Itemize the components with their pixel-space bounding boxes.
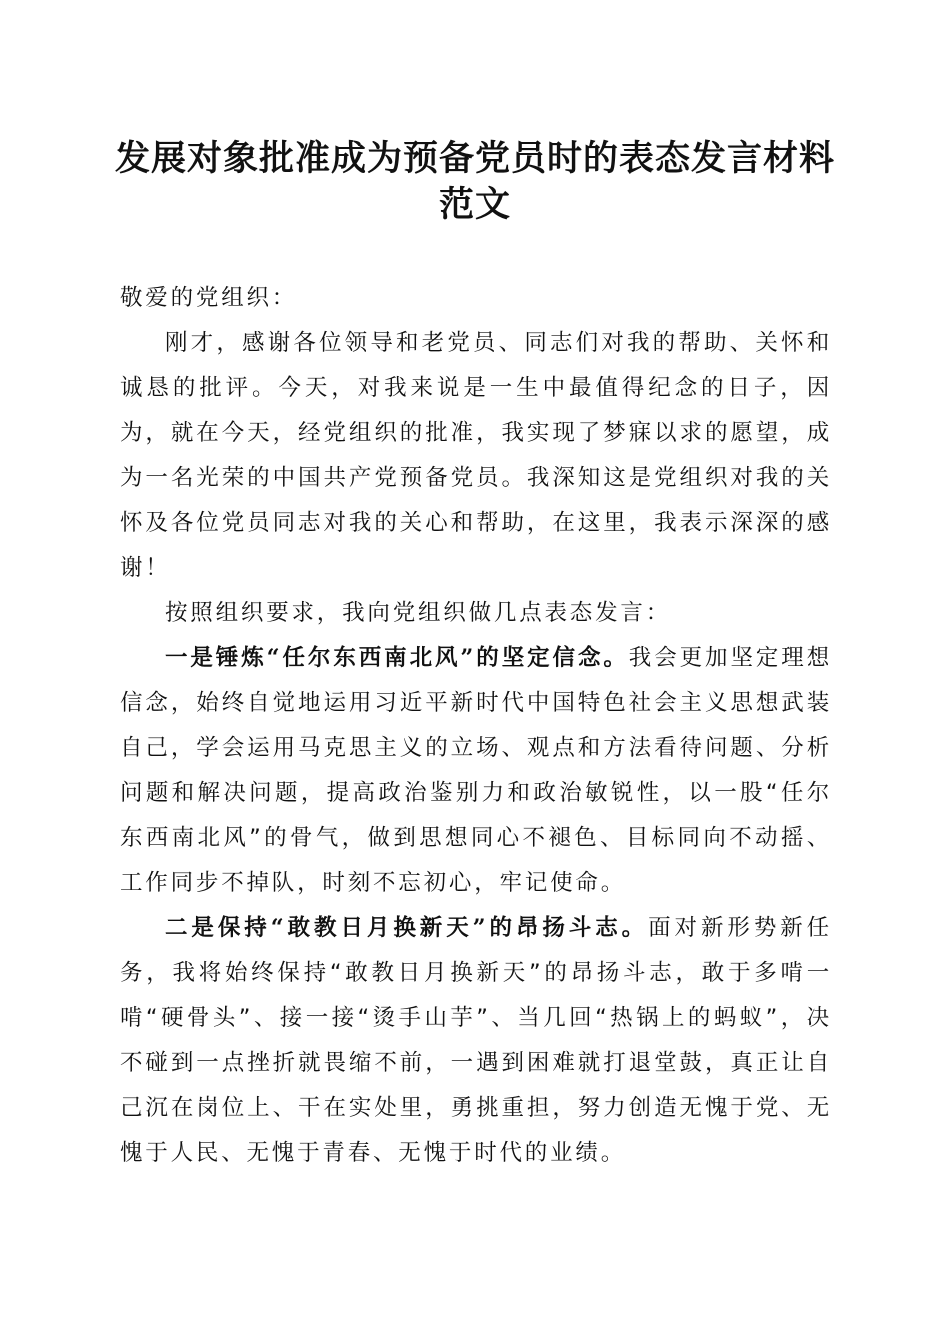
paragraph-thanks	[120, 321, 832, 591]
paragraph-point-two	[120, 906, 832, 1176]
paragraph-intro	[120, 591, 832, 636]
paragraph-text: 按照组织要求，我向党组织做几点表态发言：	[165, 600, 672, 626]
document-body	[120, 276, 832, 1176]
salutation: 敬爱的党组织：	[120, 285, 298, 311]
paragraph-lead: 二是保持“敢教日月换新天”的昂扬斗志。	[165, 915, 649, 941]
paragraph-text: 我会更加坚定理想信念，始终自觉地运用习近平新时代中国特色社会主义思想武装自己，学会运用马克思主义的立场、观点和方法看待问题、分析问题和解决问题，提高政治鉴别力和政治敏锐性，以一股“任尔东西南北风”的骨气，做到思想同心不褪色、目标同向不动摇、工作同步不掉队，时刻不忘初心，牢记使命。	[120, 645, 832, 896]
paragraph-text: 刚才，感谢各位领导和老党员、同志们对我的帮助、关怀和诚恳的批评。今天，对我来说是一生中最值得纪念的日子，因为，就在今天，经党组织的批准，我实现了梦寐以求的愿望，成为一名光荣的中国共产党预备党员。我深知这是党组织对我的关怀及各位党员同志对我的关心和帮助，在这里，我表示深深的感谢！	[120, 330, 832, 581]
paragraph-text: 面对新形势新任务，我将始终保持“敢教日月换新天”的昂扬斗志，敢于多啃一啃“硬骨头”、接一接“烫手山芋”、当几回“热锅上的蚂蚁”，决不碰到一点挫折就畏缩不前，一遇到困难就打退堂鼓，真正让自己沉在岗位上、干在实处里，勇挑重担，努力创造无愧于党、无愧于人民、无愧于青春、无愧于时代的业绩。	[120, 915, 832, 1166]
paragraph-lead: 一是锤炼“任尔东西南北风”的坚定信念。	[165, 645, 629, 671]
paragraph-point-one	[120, 636, 832, 906]
document-title: 发展对象批准成为预备党员时的表态发言材料范文	[114, 138, 835, 225]
